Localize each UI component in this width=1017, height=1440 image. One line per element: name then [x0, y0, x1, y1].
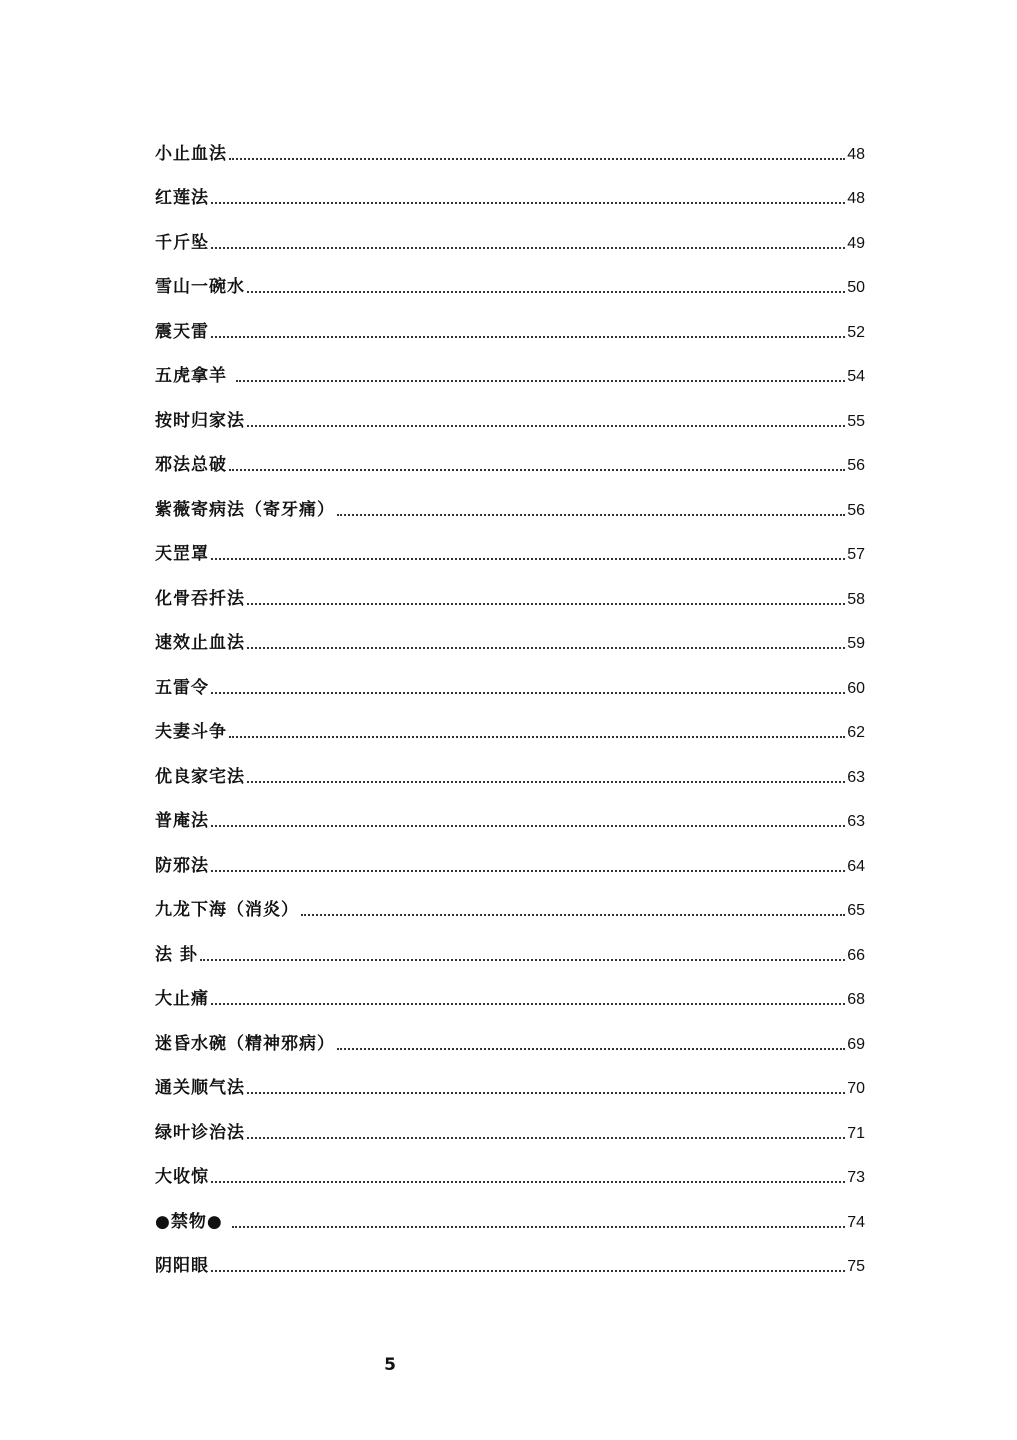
- toc-entry-page: 70: [847, 1080, 865, 1097]
- toc-entry[interactable]: [155, 130, 865, 175]
- toc-entry-title: 大收惊: [155, 1167, 209, 1187]
- toc-entry[interactable]: [155, 976, 865, 1021]
- toc-entry-title: 千斤坠: [155, 232, 209, 253]
- toc-entry-page: 64: [847, 857, 865, 875]
- toc-entry-title: 优良家宅法: [155, 766, 245, 787]
- toc-dot-leader: [211, 336, 845, 338]
- toc-entry[interactable]: [155, 842, 865, 887]
- toc-entry-page: 65: [847, 902, 865, 919]
- toc-entry[interactable]: [155, 1243, 865, 1288]
- toc-dot-leader: [211, 202, 845, 204]
- toc-entry-page: 56: [847, 501, 865, 519]
- toc-dot-leader: [211, 1270, 845, 1272]
- toc-dot-leader: [236, 380, 845, 382]
- toc-entry[interactable]: [155, 664, 865, 709]
- toc-dot-leader: [211, 558, 845, 560]
- toc-entry[interactable]: [155, 308, 865, 353]
- toc-dot-leader: [211, 1181, 845, 1183]
- toc-entry-page: 63: [847, 813, 865, 830]
- toc-entry-title: ●禁物●: [155, 1211, 230, 1232]
- toc-entry[interactable]: [155, 219, 865, 264]
- toc-entry-title: 法 卦: [155, 944, 198, 965]
- toc-entry-title: 绿叶诊治法: [155, 1122, 245, 1143]
- toc-entry-title: 大止痛: [155, 989, 209, 1009]
- table-of-contents: [155, 130, 865, 1287]
- toc-entry-title: 九龙下海（消炎）: [155, 900, 299, 920]
- toc-entry-page: 50: [847, 279, 865, 296]
- toc-entry-page: 54: [847, 368, 865, 385]
- toc-entry-page: 48: [847, 190, 865, 207]
- toc-dot-leader: [247, 647, 845, 649]
- toc-entry-page: 49: [847, 234, 865, 252]
- toc-dot-leader: [247, 781, 845, 783]
- toc-dot-leader: [229, 158, 845, 160]
- toc-entry[interactable]: [155, 1109, 865, 1154]
- toc-entry[interactable]: [155, 531, 865, 576]
- toc-entry-title: 通关顺气法: [155, 1078, 245, 1098]
- toc-entry-title: 化骨吞扦法: [155, 588, 245, 609]
- toc-dot-leader: [337, 514, 845, 516]
- toc-entry-title: 夫妻斗争: [155, 722, 227, 742]
- toc-entry[interactable]: [155, 709, 865, 754]
- toc-dot-leader: [211, 825, 845, 827]
- toc-entry-page: 55: [847, 412, 865, 430]
- toc-entry-page: 48: [847, 145, 865, 163]
- toc-entry-page: 74: [847, 1213, 865, 1231]
- toc-entry[interactable]: [155, 353, 865, 398]
- toc-entry-page: 60: [847, 679, 865, 697]
- toc-entry[interactable]: [155, 575, 865, 620]
- toc-dot-leader: [211, 1003, 845, 1005]
- toc-entry[interactable]: [155, 1065, 865, 1110]
- toc-dot-leader: [200, 959, 845, 961]
- toc-entry[interactable]: [155, 887, 865, 932]
- toc-dot-leader: [337, 1048, 845, 1050]
- toc-entry-title: 五虎拿羊: [155, 366, 234, 386]
- toc-dot-leader: [247, 1137, 845, 1139]
- toc-dot-leader: [211, 692, 845, 694]
- toc-entry-title: 小止血法: [155, 143, 227, 164]
- toc-entry-title: 五雷令: [155, 677, 209, 698]
- toc-dot-leader: [301, 914, 845, 916]
- page-number: 5: [384, 1355, 396, 1375]
- toc-entry-title: 紫薇寄病法（寄牙痛）: [155, 499, 335, 520]
- toc-entry[interactable]: [155, 931, 865, 976]
- toc-entry[interactable]: [155, 798, 865, 843]
- toc-entry-title: 邪法总破: [155, 455, 227, 475]
- toc-dot-leader: [247, 603, 845, 605]
- toc-entry-title: 雪山一碗水: [155, 277, 245, 297]
- toc-entry[interactable]: [155, 486, 865, 531]
- toc-dot-leader: [211, 247, 845, 249]
- toc-entry-title: 普庵法: [155, 811, 209, 831]
- toc-entry-page: 62: [847, 724, 865, 741]
- toc-entry[interactable]: [155, 1154, 865, 1199]
- toc-entry[interactable]: [155, 1198, 865, 1243]
- toc-entry-title: 阴阳眼: [155, 1256, 209, 1276]
- toc-entry-page: 66: [847, 946, 865, 964]
- toc-entry-page: 68: [847, 991, 865, 1008]
- toc-entry-title: 速效止血法: [155, 633, 245, 653]
- toc-entry[interactable]: [155, 175, 865, 220]
- toc-dot-leader: [247, 1092, 845, 1094]
- toc-entry-title: 红莲法: [155, 188, 209, 208]
- toc-dot-leader: [229, 469, 845, 471]
- toc-entry-page: 71: [847, 1124, 865, 1142]
- toc-entry-page: 59: [847, 635, 865, 652]
- toc-entry-title: 天罡罩: [155, 544, 209, 564]
- toc-entry-page: 63: [847, 768, 865, 786]
- toc-dot-leader: [229, 736, 845, 738]
- toc-entry-title: 迷昏水碗（精神邪病）: [155, 1033, 335, 1054]
- toc-entry[interactable]: [155, 753, 865, 798]
- toc-entry[interactable]: [155, 264, 865, 309]
- toc-entry-title: 震天雷: [155, 321, 209, 342]
- toc-entry-page: 52: [847, 323, 865, 341]
- toc-entry-title: 防邪法: [155, 855, 209, 876]
- toc-entry[interactable]: [155, 1020, 865, 1065]
- toc-entry-page: 69: [847, 1035, 865, 1053]
- toc-entry-page: 73: [847, 1169, 865, 1186]
- toc-dot-leader: [247, 425, 845, 427]
- toc-entry-page: 57: [847, 546, 865, 563]
- toc-entry-page: 56: [847, 457, 865, 474]
- toc-dot-leader: [232, 1226, 845, 1228]
- toc-entry-page: 75: [847, 1258, 865, 1275]
- toc-dot-leader: [247, 291, 845, 293]
- toc-entry-page: 58: [847, 590, 865, 608]
- toc-entry[interactable]: [155, 397, 865, 442]
- toc-entry[interactable]: [155, 620, 865, 665]
- toc-entry-title: 按时归家法: [155, 410, 245, 431]
- toc-entry[interactable]: [155, 442, 865, 487]
- toc-dot-leader: [211, 870, 845, 872]
